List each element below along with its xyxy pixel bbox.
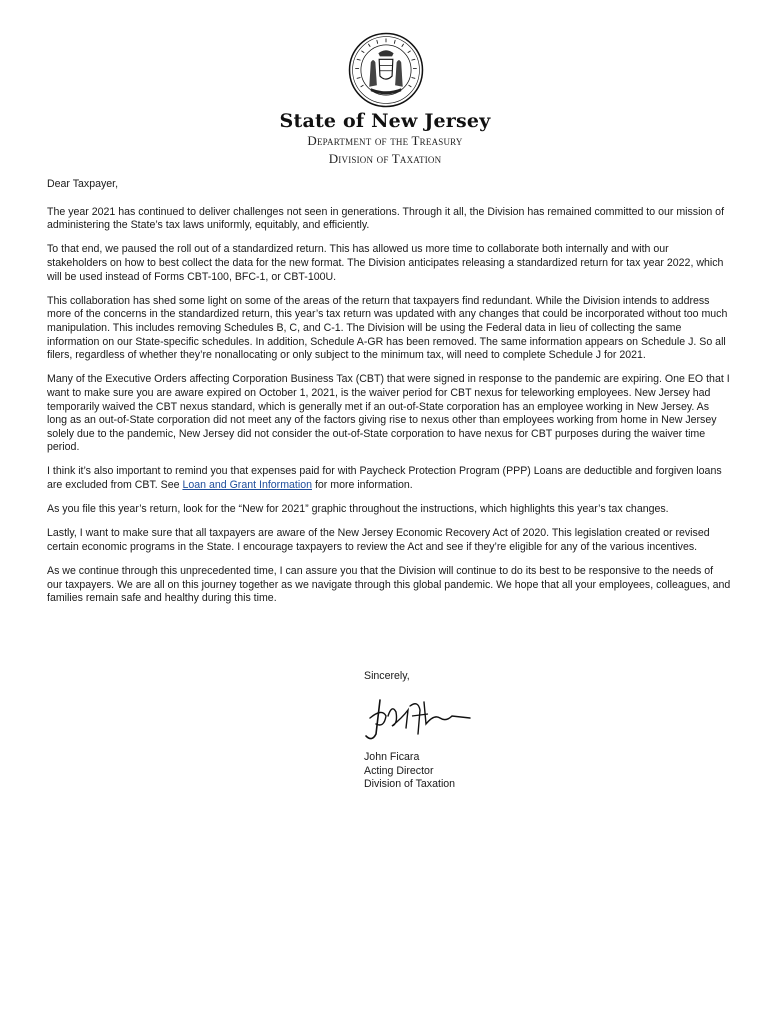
paragraph-1: The year 2021 has continued to deliver challenges not seen in generations. Through it all, the Division has remained committed to our mission of administering the State’s tax laws uniformly, equitably, and efficiently.: [47, 205, 725, 232]
paragraph-5-text-before: I think it’s also important to remind you that expenses paid for with Paycheck Protection Program (PPP) Loans are deductible and forgiven loans are excluded from CBT. See: [47, 465, 722, 492]
paragraph-8: As we continue through this unprecedented time, I can assure you that the Division will continue to do its best to be responsive to the needs of our taxpayers. We are all on this journey together as we navigate through this global pandemic. We hope that all your employees, colleagues, and families remain safe and healthy during this time.: [47, 565, 731, 605]
signer-title: Acting Director: [364, 764, 434, 777]
handwritten-signature-icon: [362, 694, 474, 744]
signer-name: John Ficara: [364, 751, 420, 763]
state-title: State of New Jersey: [279, 110, 491, 132]
state-seal-icon: [348, 32, 424, 108]
letter-body: [47, 178, 731, 617]
closing: Sincerely,: [364, 670, 410, 682]
paragraph-6: As you file this year’s return, look for the “New for 2021” graphic throughout the instructions, which highlights this year’s tax changes.: [47, 503, 669, 516]
department-name: Department of the Treasury: [307, 133, 463, 148]
paragraph-7: Lastly, I want to make sure that all taxpayers are aware of the New Jersey Economic Recovery Act of 2020. This legislation created or revised certain economic programs in the State. I encourage taxpayers to review the Act and see if they’re eligible for any of the various incentives.: [47, 527, 710, 554]
paragraph-4: Many of the Executive Orders affecting Corporation Business Tax (CBT) that were signed in response to the pandemic are expiring. One EO that I want to make sure you are aware expired on October 1, 2021, is the waiver period for CBT nexus for teleworking employees. New Jersey had temporarily waived the CBT nexus standard, which is generally met if an out-of-State corporation has an employee working in New Jersey. As long as an out-of-State corporation did not meet any of the factors giving rise to nexus other than employees working from home in New Jersey solely due to the pandemic, New Jersey did not consider the out-of-State corporation to have nexus for CBT purposes during the waiver time period.: [47, 373, 730, 454]
paragraph-2: To that end, we paused the roll out of a standardized return. This has allowed us more time to collaborate both internally and with our stakeholders on how to best collect the data for the new format. The Division anticipates releasing a standardized return for tax year 2022, which will be used instead of Forms CBT-100, BFC-1, or CBT-100U.: [47, 243, 724, 283]
signer-office: Division of Taxation: [364, 778, 456, 791]
salutation: Dear Taxpayer,: [47, 178, 119, 190]
loan-grant-info-link[interactable]: Loan and Grant Information: [182, 479, 312, 492]
signer-block: [364, 751, 455, 792]
paragraph-5: [47, 465, 731, 492]
paragraph-5-text-after: for more information.: [312, 479, 413, 492]
paragraph-3: This collaboration has shed some light on some of the areas of the return that taxpayers find redundant. While the Division intends to address more of the concerns in the standardized return, this year’s tax return was updated with any changes that could be incorporated without too much manipulation. This includes removing Schedules B, C, and C-1. The Division will be using the Federal data in lieu of collecting the same information on our State-specific schedules. In addition, Schedule A-GR has been removed. The same information appears on Schedule J. So all filers, regardless of whether they’re nonallocating or only subject to the minimum tax, will need to complete Schedule J for 2021.: [47, 294, 728, 362]
division-name: Division of Taxation: [328, 151, 442, 166]
